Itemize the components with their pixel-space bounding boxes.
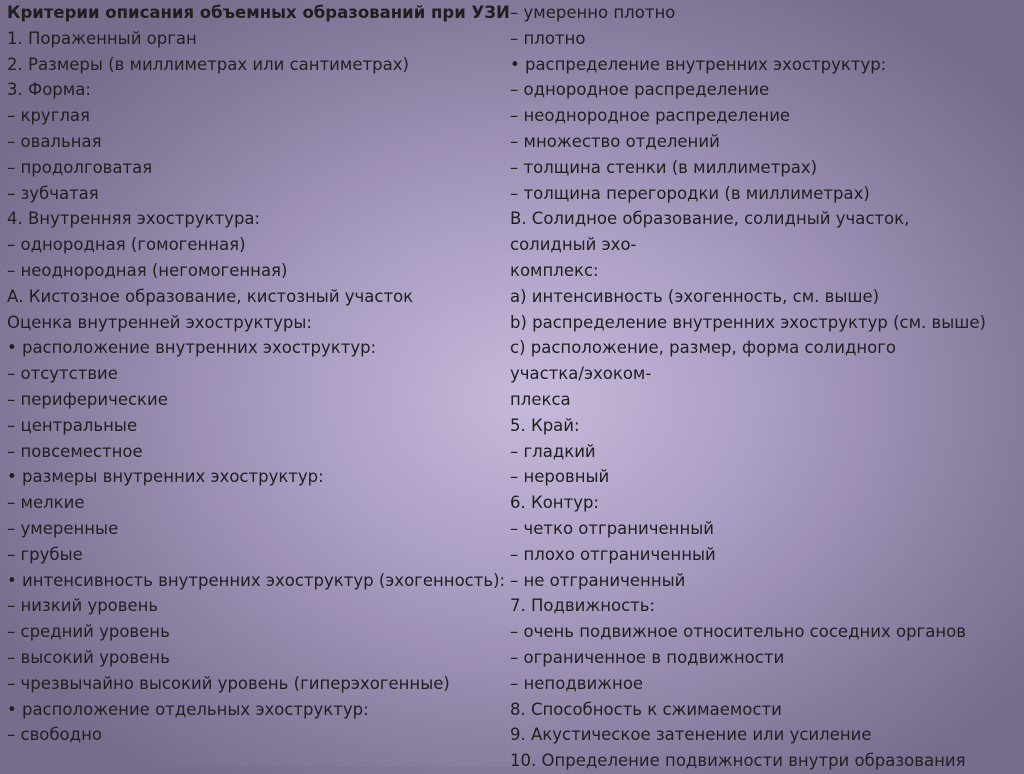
text-line: – повсеместное [7,441,143,461]
text-line: 2. Размеры (в миллиметрах или сантиметрах) [7,54,409,74]
text-line: • интенсивность внутренних эхоструктур (эхогенность): [7,570,506,590]
text-line: – периферические [7,389,168,409]
text-line: – множество отделений [510,131,720,151]
text-line: 7. Подвижность: [510,596,656,616]
text-line: – средний уровень [7,622,170,642]
text-line: – четко отграниченный [510,518,715,538]
text-line: – гладкий [510,441,596,461]
text-line: – неоднородное распределение [510,106,791,126]
text-line: комплекс: [510,260,599,280]
text-line: a) интенсивность (эхогенность, см. выше) [510,286,880,306]
text-line: – однородное распределение [510,80,770,100]
text-line: – мелкие [7,493,85,513]
text-line: – плохо отграниченный [510,544,716,564]
text-line: – чрезвычайно высокий уровень (гиперэхогенные) [7,673,450,693]
text-line: • расположение внутренних эхоструктур: [7,338,377,358]
text-line: – грубые [7,544,83,564]
text-line: – продолговатая [7,157,153,177]
text-line: – высокий уровень [7,647,170,667]
text-line: 6. Контур: [510,493,599,513]
text-line: – толщина стенки (в миллиметрах) [510,157,818,177]
text-line: – не отграниченный [510,570,686,590]
text-line: • размеры внутренних эхоструктур: [7,467,324,487]
text-line: Оценка внутренней эхоструктуры: [7,312,312,332]
left-column [7,0,517,748]
text-line: – умеренные [7,518,119,538]
text-line: – центральные [7,415,138,435]
text-line: – зубчатая [7,183,99,203]
text-line: 10. Определение подвижности внутри образования [510,751,966,771]
text-line: 3. Форма: [7,80,91,100]
text-line: 1. Пораженный орган [7,28,197,48]
text-line: c) расположение, размер, форма солидного [510,338,896,358]
text-line: • распределение внутренних эхоструктур: [510,54,887,74]
text-line: 8. Способность к сжимаемости [510,699,782,719]
text-line: – очень подвижное относительно соседних органов [510,622,966,642]
text-line: – овальная [7,131,102,151]
text-line: – однородная (гомогенная) [7,235,246,255]
text-line: – толщина перегородки (в миллиметрах) [510,183,870,203]
text-line: 9. Акустическое затенение или усиление [510,725,872,745]
text-line: – свободно [7,725,102,745]
text-line: – плотно [510,28,586,48]
text-line: • расположение отдельных эхоструктур: [7,699,369,719]
text-line: – неровный [510,467,610,487]
right-column [510,0,1020,774]
text-line: – отсутствие [7,364,118,384]
text-line: – низкий уровень [7,596,159,616]
text-line: – умеренно плотно [510,3,676,22]
text-line: солидный эхо- [510,235,637,255]
text-line: b) распределение внутренних эхоструктур (см. выше) [510,312,986,332]
text-line: – неоднородная (негомогенная) [7,260,288,280]
text-line: участка/эхоком- [510,364,652,384]
slide-title: Критерии описания объемных образований при УЗИ [7,3,510,22]
text-line: А. Кистозное образование, кистозный участок [7,286,414,306]
text-line: плекса [510,389,571,409]
text-line: – ограниченное в подвижности [510,647,785,667]
text-line: – неподвижное [510,673,644,693]
text-line: 4. Внутренняя эхоструктура: [7,209,261,229]
text-line: 5. Край: [510,415,580,435]
text-line: – круглая [7,106,90,126]
text-line: В. Солидное образование, солидный участок, [510,209,910,229]
